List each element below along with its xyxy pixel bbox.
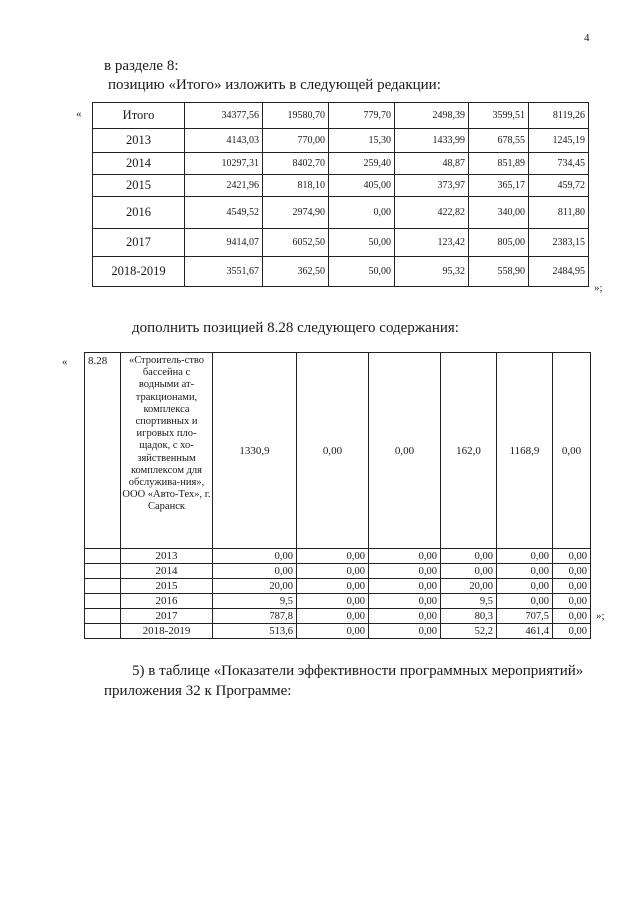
table-row bbox=[85, 564, 591, 579]
table-cell: 373,97 bbox=[395, 175, 469, 197]
table-row bbox=[85, 579, 591, 594]
close-quote-table1: »; bbox=[594, 282, 603, 294]
table-cell: 779,70 bbox=[329, 103, 395, 129]
table-cell: 0,00 bbox=[297, 609, 369, 624]
table-cell: 0,00 bbox=[297, 564, 369, 579]
row-label: 2016 bbox=[93, 197, 185, 229]
table-cell: 2498,39 bbox=[395, 103, 469, 129]
table-cell: 0,00 bbox=[369, 549, 441, 564]
table-cell: 2974,90 bbox=[263, 197, 329, 229]
table-cell: 0,00 bbox=[297, 594, 369, 609]
row-label: 2018-2019 bbox=[93, 257, 185, 287]
para5-line1: 5) в таблице «Показатели эффективности программных мероприятий» bbox=[132, 663, 584, 679]
table-cell: 0,00 bbox=[441, 549, 497, 564]
table-cell: 707,5 bbox=[497, 609, 553, 624]
empty-cell bbox=[85, 564, 121, 579]
table-cell: 805,00 bbox=[469, 229, 529, 257]
table-totals bbox=[92, 102, 589, 287]
table-cell: 0,00 bbox=[553, 549, 591, 564]
row-label: 2015 bbox=[93, 175, 185, 197]
row-label: 2013 bbox=[93, 129, 185, 153]
row-label: 2016 bbox=[121, 594, 213, 609]
table-cell: 818,10 bbox=[263, 175, 329, 197]
table-cell: 6052,50 bbox=[263, 229, 329, 257]
table-cell: 162,0 bbox=[441, 353, 497, 549]
open-quote-table2: « bbox=[62, 356, 68, 368]
position-description: «Строитель-ство бассейна с водными ат-тракционами, комплекса спортивных и игровых пло-щадок, с хо-зяйственным комплексом для обслужива-ния», ООО «Авто-Тех», г. Саранск bbox=[121, 353, 213, 549]
table-cell: 0,00 bbox=[497, 549, 553, 564]
table-cell: 20,00 bbox=[441, 579, 497, 594]
table-cell: 9414,07 bbox=[185, 229, 263, 257]
table-cell: 9,5 bbox=[213, 594, 297, 609]
table-row bbox=[85, 594, 591, 609]
table-cell: 48,87 bbox=[395, 153, 469, 175]
table-row bbox=[85, 549, 591, 564]
table-cell: 20,00 bbox=[213, 579, 297, 594]
table-cell: 678,55 bbox=[469, 129, 529, 153]
row-label: 2013 bbox=[121, 549, 213, 564]
table-cell: 0,00 bbox=[553, 564, 591, 579]
table-cell: 1168,9 bbox=[497, 353, 553, 549]
table-cell: 1245,19 bbox=[529, 129, 589, 153]
table-row bbox=[85, 624, 591, 639]
table-cell: 851,89 bbox=[469, 153, 529, 175]
mid-line: дополнить позицией 8.28 следующего содержания: bbox=[132, 320, 459, 336]
open-quote-table1: « bbox=[76, 108, 82, 120]
table-cell: 787,8 bbox=[213, 609, 297, 624]
table-cell: 459,72 bbox=[529, 175, 589, 197]
table-cell: 0,00 bbox=[553, 594, 591, 609]
empty-cell bbox=[85, 594, 121, 609]
table-cell: 9,5 bbox=[441, 594, 497, 609]
table-cell: 2484,95 bbox=[529, 257, 589, 287]
close-quote-table2: »; bbox=[596, 610, 605, 622]
table-row bbox=[93, 103, 589, 129]
table-cell: 0,00 bbox=[369, 564, 441, 579]
table-cell: 0,00 bbox=[213, 564, 297, 579]
table-cell: 0,00 bbox=[497, 564, 553, 579]
table-cell: 0,00 bbox=[329, 197, 395, 229]
table-cell: 0,00 bbox=[369, 609, 441, 624]
table-row bbox=[93, 229, 589, 257]
table-cell: 3599,51 bbox=[469, 103, 529, 129]
table-cell: 95,32 bbox=[395, 257, 469, 287]
table-row-main bbox=[85, 353, 591, 549]
table-cell: 1330,9 bbox=[213, 353, 297, 549]
row-label: 2017 bbox=[121, 609, 213, 624]
table-cell: 0,00 bbox=[297, 579, 369, 594]
table-row bbox=[93, 197, 589, 229]
position-code: 8.28 bbox=[85, 353, 121, 549]
table-row bbox=[93, 175, 589, 197]
table-cell: 405,00 bbox=[329, 175, 395, 197]
table-cell: 0,00 bbox=[369, 624, 441, 639]
table-position-8-28 bbox=[84, 352, 591, 639]
table-cell: 0,00 bbox=[497, 594, 553, 609]
table-cell: 0,00 bbox=[497, 579, 553, 594]
table-row bbox=[85, 609, 591, 624]
table-cell: 734,45 bbox=[529, 153, 589, 175]
row-label: 2015 bbox=[121, 579, 213, 594]
table-cell: 422,82 bbox=[395, 197, 469, 229]
table-cell: 0,00 bbox=[553, 609, 591, 624]
table-cell: 19580,70 bbox=[263, 103, 329, 129]
table-cell: 0,00 bbox=[369, 594, 441, 609]
table-cell: 558,90 bbox=[469, 257, 529, 287]
table-cell: 0,00 bbox=[441, 564, 497, 579]
table-cell: 123,42 bbox=[395, 229, 469, 257]
table-cell: 0,00 bbox=[369, 353, 441, 549]
table-cell: 0,00 bbox=[553, 353, 591, 549]
page-number: 4 bbox=[584, 32, 590, 44]
table-cell: 3551,67 bbox=[185, 257, 263, 287]
table-cell: 4143,03 bbox=[185, 129, 263, 153]
table-cell: 0,00 bbox=[297, 353, 369, 549]
empty-cell bbox=[85, 624, 121, 639]
table-cell: 770,00 bbox=[263, 129, 329, 153]
table-row bbox=[93, 257, 589, 287]
para5-line2: приложения 32 к Программе: bbox=[104, 683, 292, 699]
table-cell: 0,00 bbox=[553, 624, 591, 639]
empty-cell bbox=[85, 549, 121, 564]
table-cell: 50,00 bbox=[329, 257, 395, 287]
table-cell: 362,50 bbox=[263, 257, 329, 287]
table-cell: 340,00 bbox=[469, 197, 529, 229]
table-cell: 513,6 bbox=[213, 624, 297, 639]
table-cell: 0,00 bbox=[297, 549, 369, 564]
row-label: Итого bbox=[93, 103, 185, 129]
table-cell: 80,3 bbox=[441, 609, 497, 624]
table-row bbox=[93, 129, 589, 153]
table-cell: 365,17 bbox=[469, 175, 529, 197]
table-cell: 0,00 bbox=[369, 579, 441, 594]
table-cell: 2383,15 bbox=[529, 229, 589, 257]
table-cell: 0,00 bbox=[553, 579, 591, 594]
table-cell: 0,00 bbox=[213, 549, 297, 564]
table-cell: 10297,31 bbox=[185, 153, 263, 175]
table-cell: 259,40 bbox=[329, 153, 395, 175]
empty-cell bbox=[85, 579, 121, 594]
table-cell: 2421,96 bbox=[185, 175, 263, 197]
intro-line-section: в разделе 8: bbox=[104, 58, 179, 74]
table-cell: 34377,56 bbox=[185, 103, 263, 129]
table-cell: 811,80 bbox=[529, 197, 589, 229]
table-cell: 8119,26 bbox=[529, 103, 589, 129]
table-cell: 4549,52 bbox=[185, 197, 263, 229]
row-label: 2014 bbox=[121, 564, 213, 579]
table-cell: 15,30 bbox=[329, 129, 395, 153]
table-cell: 461,4 bbox=[497, 624, 553, 639]
row-label: 2018-2019 bbox=[121, 624, 213, 639]
row-label: 2014 bbox=[93, 153, 185, 175]
table-row bbox=[93, 153, 589, 175]
table-cell: 1433,99 bbox=[395, 129, 469, 153]
row-label: 2017 bbox=[93, 229, 185, 257]
empty-cell bbox=[85, 609, 121, 624]
table-cell: 52,2 bbox=[441, 624, 497, 639]
table-cell: 8402,70 bbox=[263, 153, 329, 175]
table-cell: 0,00 bbox=[297, 624, 369, 639]
table-cell: 50,00 bbox=[329, 229, 395, 257]
intro-line-position: позицию «Итого» изложить в следующей редакции: bbox=[108, 77, 441, 93]
